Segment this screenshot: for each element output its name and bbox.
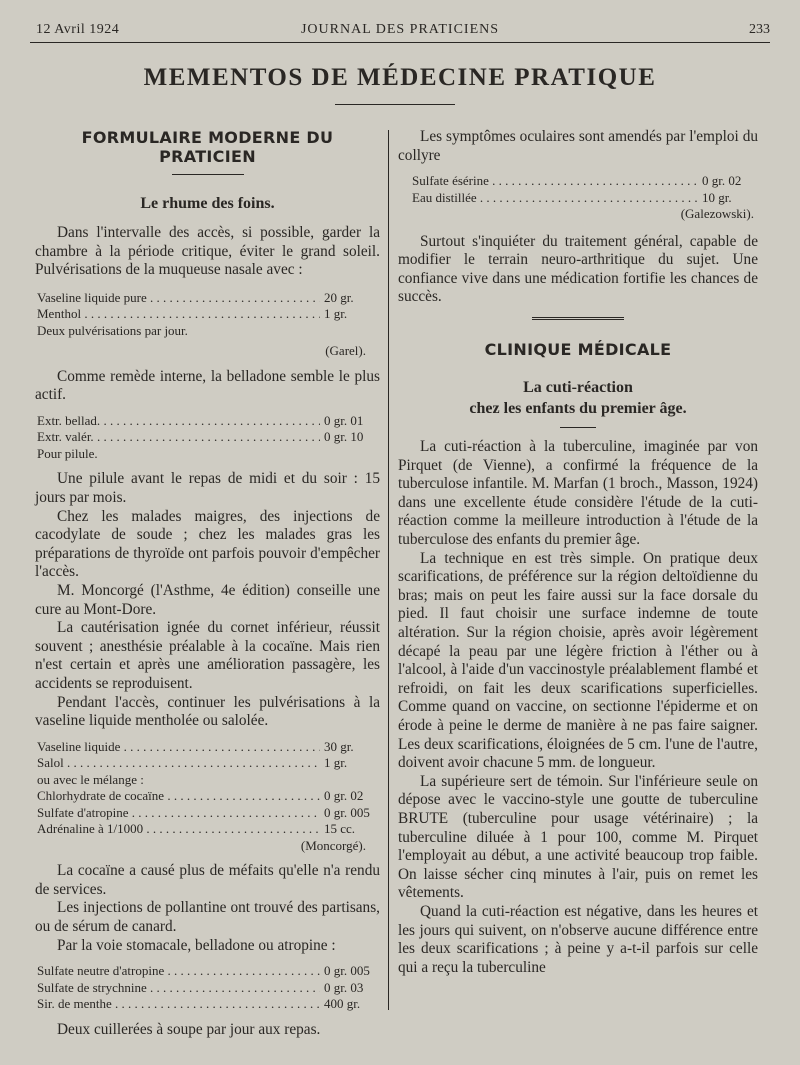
paragraph: La cuti-réaction à la tuberculine, imaginée par von Pirquet (de Vienne), a confirmé la fréquence de la tuberculose infantile. M. Marfan (1 broch., Masson, 1924) dans une excellente étude considère l'étude de la cuti-réaction comme la meilleure introduction à l'étude de la tuberculose des enfants du premier âge. <box>398 438 758 549</box>
section-heading-formulaire: FORMULAIRE MODERNE DU PRATICIEN <box>81 128 334 166</box>
prescription-line: Sulfate ésérine . . . 0 gr. 02 <box>412 173 758 190</box>
prescription-line: Vaseline liquide . . . 30 gr. <box>37 739 380 756</box>
prescription-line: Sir. de menthe . . . 400 gr. <box>37 996 380 1013</box>
prescription-line: Adrénaline à 1/1000 . . . 15 cc. <box>37 821 380 838</box>
prescription-line: Salol . . . 1 gr. <box>37 755 380 772</box>
column-divider <box>388 130 389 1010</box>
paragraph: Chez les malades maigres, des injections de cacodylate de soude ; chez les malades gras les préparations de thyroïde ont parfois pouvoir d'empêcher l'accès. <box>35 507 380 581</box>
author-citation: (Moncorgé). <box>300 837 366 853</box>
prescription-line: Eau distillée . . . 10 gr. <box>412 190 758 207</box>
header-journal: JOURNAL DES PRATICIENS <box>300 22 500 37</box>
prescription <box>35 290 380 360</box>
section-rule <box>172 174 244 175</box>
prescription-line: Sulfate neutre d'atropine . . . 0 gr. 005 <box>37 963 380 980</box>
prescription-line: Vaseline liquide pure . . . 20 gr. <box>37 290 380 307</box>
paragraph: La cocaïne a causé plus de méfaits qu'elle n'a rendu de services. <box>35 862 380 898</box>
page-title: MEMENTOS DE MÉDECINE PRATIQUE <box>143 64 657 91</box>
paragraph: La cautérisation ignée du cornet inférieur, réussit souvent ; anesthésie préalable à la cocaïne. Mais rien n'est certain et après une amélioration passagère, les accidents se reproduisent. <box>35 619 380 692</box>
paragraph: M. Moncorgé (l'Asthme, 4e édition) conseille une cure au Mont-Dore. <box>35 582 380 618</box>
prescription-line: Menthol . . . 1 gr. <box>37 306 380 323</box>
paragraph: Comme remède interne, la belladone semble le plus actif. <box>35 367 380 404</box>
author-citation: (Galezowski). <box>680 206 754 222</box>
prescription-note: ou avec le mélange : <box>37 771 144 787</box>
left-column <box>35 128 380 1039</box>
paragraph: Dans l'intervalle des accès, si possible, garder la chambre à la période critique, éviter le grand soleil. Pulvérisations de la muqueuse nasale avec : <box>35 224 380 279</box>
subtitle-rule <box>560 427 596 428</box>
article-subtitle: chez les enfants du premier âge. <box>469 400 687 418</box>
paragraph: Quand la cuti-réaction est négative, dans les heures et les jours qui suivent, on n'observe aucune différence entre les deux scarifications ; à peine y a-t-il parfois sur celle qui a reçu la tuberculine <box>398 902 758 976</box>
paragraph: Par la voie stomacale, belladone ou atropine : <box>57 936 336 954</box>
prescription-line: Sulfate de strychnine . . . 0 gr. 03 <box>37 980 380 997</box>
running-header <box>30 22 770 42</box>
section-heading-clinique: CLINIQUE MÉDICALE <box>484 340 672 360</box>
title-rule <box>335 104 455 105</box>
paragraph: Deux cuillerées à soupe par jour aux repas. <box>57 1020 321 1038</box>
paragraph: Pendant l'accès, continuer les pulvérisations à la vaseline liquide mentholée ou salolée. <box>35 693 380 730</box>
section-separator <box>532 317 624 320</box>
prescription <box>35 963 380 1013</box>
paragraph: Une pilule avant le repas de midi et du soir : 15 jours par mois. <box>35 470 380 507</box>
prescription-note: Pour pilule. <box>37 445 98 461</box>
paragraph: La supérieure sert de témoin. Sur l'inférieure seule on dépose avec le vaccino-style une goutte de tuberculine BRUTE (tuberculine pour usage vétérinaire) ; la tuberculine diluée à 1 pour 100, comme M. Pirquet l'employait au début, a une activité beaucoup trop faible. On laisse sécher cinq minutes à l'air, puis on remet les vêtements. <box>398 772 758 902</box>
prescription <box>35 413 380 463</box>
paragraph: Surtout s'inquiéter du traitement général, capable de modifier le terrain neuro-arthritique du sujet. Une confiance vive dans une médication fortifie les chances de succès. <box>398 232 758 306</box>
header-date: 12 Avril 1924 <box>36 22 120 37</box>
header-rule <box>30 42 770 43</box>
prescription <box>35 739 380 855</box>
header-page-number: 233 <box>749 22 770 37</box>
prescription-line: Chlorhydrate de cocaïne . . . 0 gr. 02 <box>37 788 380 805</box>
prescription-line: Extr. bellad. . . . 0 gr. 01 <box>37 413 380 430</box>
prescription-note: Deux pulvérisations par jour. <box>37 322 188 338</box>
author-citation: (Garel). <box>325 343 366 359</box>
right-column <box>398 128 758 977</box>
paragraph: La technique en est très simple. On pratique deux scarifications, de préférence sur la région deltoïdienne du bras; mais on peut les faire aussi sur la face dorsale du pied. Il faut choisir une surface indemne de toute altération. Sur la région choisie, après avoir légèrement décapé la peau par une légère friction à l'éther ou à l'alcool, à l'aide d'un vaccinostyle préalablement flambé et refroidi, on fait les deux scarifications superficielles. Comme quand on vaccine, on sectionne l'épiderme et on érode à peine le derme de manière à ne pas faire saigner. Les deux scarifications, éloignées de 5 cm. l'une de l'autre, doivent avoir chacune 5 mm. de longueur. <box>398 549 758 772</box>
prescription-line: Extr. valér. . . . 0 gr. 10 <box>37 429 380 446</box>
article-subtitle: La cuti-réaction <box>523 379 633 397</box>
article-subtitle: Le rhume des foins. <box>140 195 275 212</box>
prescription-line: Sulfate d'atropine . . . 0 gr. 005 <box>37 805 380 822</box>
paragraph: Les injections de pollantine ont trouvé des partisans, ou de sérum de canard. <box>35 899 380 936</box>
paragraph: Les symptômes oculaires sont amendés par l'emploi du collyre <box>398 128 758 164</box>
prescription <box>398 173 758 223</box>
